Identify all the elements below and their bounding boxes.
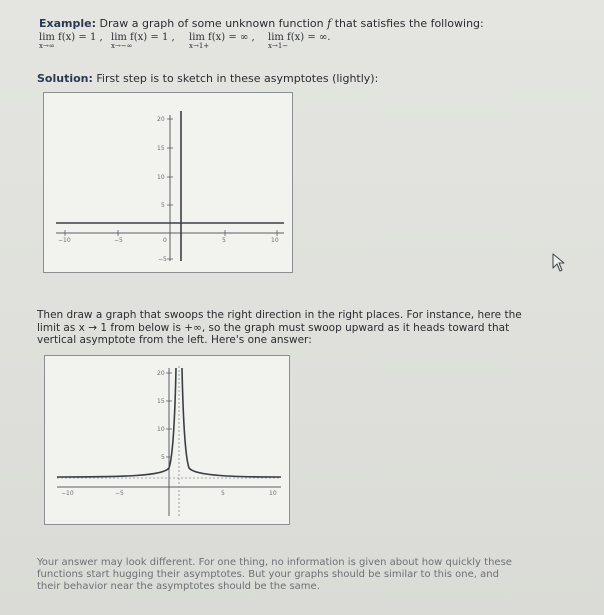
x-tick-label: −10 (58, 237, 71, 244)
y-tick-label: 10 (157, 426, 165, 433)
solution-text: First step is to sketch in these asymptotes (lightly): (96, 72, 379, 85)
limit-4-expr: lim f(x) = ∞. (268, 32, 331, 43)
limit-3-sub: x→1+ (189, 42, 210, 50)
asymptote-graph-svg (44, 93, 292, 272)
limit-4-sub: x→1− (268, 42, 289, 50)
asymptote-graph (43, 92, 293, 273)
limit-3 (189, 32, 257, 50)
middle-paragraph-line: vertical asymptote from the left. Here's one answer: (37, 334, 312, 346)
mouse-pointer-icon (551, 253, 567, 273)
example-heading (39, 17, 484, 30)
bottom-paragraph-line: functions start hugging their asymptotes. But your graphs should be similar to this one, and (37, 569, 499, 580)
limit-2 (111, 32, 177, 50)
example-label: Example: (39, 17, 96, 30)
y-tick-label: 10 (157, 174, 165, 181)
limit-2-sub: x→−∞ (111, 42, 133, 50)
y-tick-label: 5 (161, 202, 165, 209)
y-tick-label: 20 (157, 116, 165, 123)
solution-label: Solution: (37, 72, 93, 85)
solution-line (37, 72, 378, 85)
x-tick-label: −5 (114, 237, 123, 244)
middle-paragraph (37, 309, 522, 347)
limit-1-sub: x→∞ (39, 42, 55, 50)
bottom-paragraph-line: their behavior near the asymptotes should be the same. (37, 581, 320, 592)
x-tick-label: 5 (222, 237, 226, 244)
y-tick-label: 15 (157, 398, 165, 405)
bottom-paragraph-line: Your answer may look different. For one thing, no information is given about how quickly these (37, 557, 512, 568)
curve-left-branch (57, 368, 176, 477)
middle-paragraph-line: Then draw a graph that swoops the right direction in the right places. For instance, here the (37, 309, 522, 321)
y-tick-label: 5 (161, 454, 165, 461)
limit-2-expr: lim f(x) = 1 , (111, 32, 175, 43)
curve-right-branch (182, 368, 281, 477)
y-tick-label: −5 (158, 256, 167, 263)
y-tick-label: 15 (157, 145, 165, 152)
example-prompt: Draw a graph of some unknown function (99, 17, 324, 30)
x-tick-label: −10 (61, 490, 74, 497)
limit-1 (39, 32, 105, 50)
middle-paragraph-line: limit as x → 1 from below is +∞, so the graph must swoop upward as it heads toward that (37, 321, 510, 334)
x-tick-label: 0 (163, 237, 167, 244)
limit-3-expr: lim f(x) = ∞ , (189, 32, 255, 43)
example-prompt-end: that satisfies the following: (334, 17, 484, 30)
bottom-paragraph (37, 557, 512, 593)
function-name: f (327, 17, 332, 30)
x-tick-label: −5 (115, 490, 124, 497)
answer-graph (44, 355, 290, 525)
answer-graph-svg (45, 356, 289, 524)
limit-1-expr: lim f(x) = 1 , (39, 32, 103, 43)
x-tick-label: 10 (269, 490, 277, 497)
y-tick-label: 20 (157, 370, 165, 377)
x-tick-label: 10 (271, 237, 279, 244)
limit-4 (268, 32, 332, 50)
x-tick-label: 5 (221, 490, 225, 497)
